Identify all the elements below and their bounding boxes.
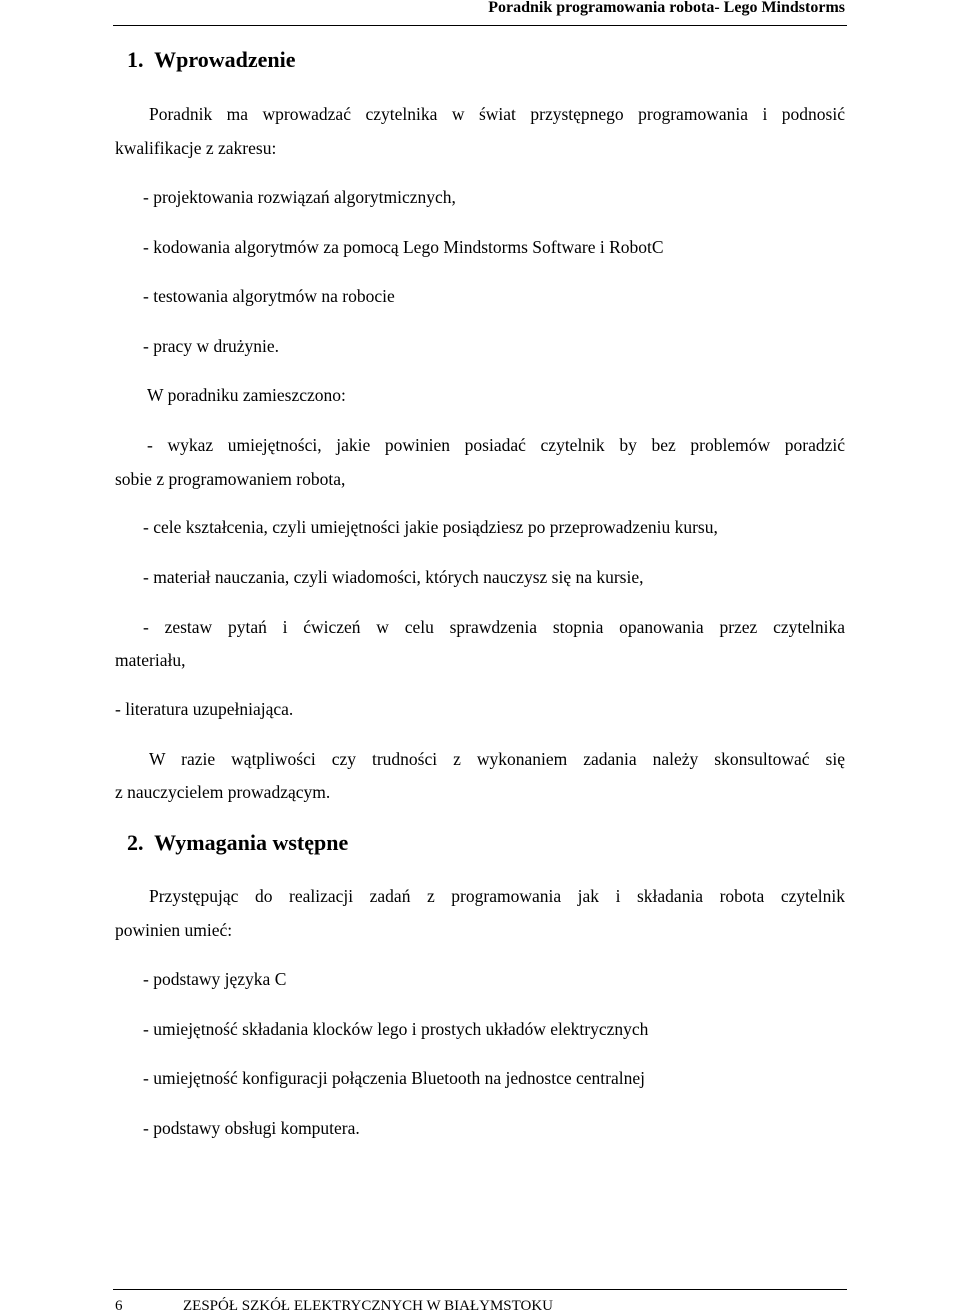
section-2-heading [127, 830, 348, 856]
scope-item: - kodowania algorytmów za pomocą Lego Mindstorms Software i RobotC [143, 237, 664, 257]
contents-intro: W poradniku zamieszczono: [147, 385, 346, 405]
header-divider [113, 25, 847, 26]
requirement-item: - umiejętność konfiguracji połączenia Bluetooth na jednostce centralnej [143, 1068, 645, 1088]
contents-item-4-line-2: materiału, [115, 650, 186, 670]
contents-item-1-line-2: sobie z programowaniem robota, [115, 469, 346, 489]
requirements-intro-line-2: powinien umieć: [115, 920, 233, 940]
contents-item-4-line-1: - zestaw pytań i ćwiczeń w celu sprawdzenia stopnia opanowania przez czytelnika [143, 617, 845, 637]
requirements-intro-line-1: Przystępując do realizacji zadań z programowania jak i składania robota czytelnik [149, 886, 845, 906]
section-2-title: Wymagania wstępne [154, 830, 349, 855]
footer-school-name: ZESPÓŁ SZKÓŁ ELEKTRYCZNYCH W BIAŁYMSTOKU [183, 1298, 554, 1314]
running-header: Poradnik programowania robota- Lego Mindstorms [488, 0, 845, 16]
section-1-number: 1. [127, 47, 144, 72]
requirement-item: - podstawy obsługi komputera. [143, 1118, 360, 1138]
doubt-line-1: W razie wątpliwości czy trudności z wykonaniem zadania należy skonsultować się [149, 749, 845, 769]
intro-line-2: kwalifikacje z zakresu: [115, 138, 277, 158]
footer-divider [113, 1289, 847, 1290]
doubt-line-2: z nauczycielem prowadzącym. [115, 782, 331, 802]
scope-item: - projektowania rozwiązań algorytmicznych, [143, 187, 456, 207]
contents-item-2: - cele kształcenia, czyli umiejętności jakie posiądziesz po przeprowadzeniu kursu, [143, 517, 718, 537]
section-1-title: Wprowadzenie [154, 47, 296, 72]
contents-item-1-line-1: - wykaz umiejętności, jakie powinien posiadać czytelnik by bez problemów poradzić [147, 435, 845, 455]
requirement-item: - umiejętność składania klocków lego i prostych układów elektrycznych [143, 1019, 649, 1039]
section-2-number: 2. [127, 830, 144, 855]
section-1-heading [127, 47, 295, 73]
page-number: 6 [115, 1298, 123, 1314]
scope-item: - pracy w drużynie. [143, 336, 280, 356]
contents-item-3: - materiał nauczania, czyli wiadomości, których nauczysz się na kursie, [143, 567, 644, 587]
contents-item-5: - literatura uzupełniająca. [115, 699, 294, 719]
intro-line-1: Poradnik ma wprowadzać czytelnika w świat przystępnego programowania i podnosić [149, 104, 845, 124]
requirement-item: - podstawy języka C [143, 969, 287, 989]
scope-item: - testowania algorytmów na robocie [143, 286, 395, 306]
